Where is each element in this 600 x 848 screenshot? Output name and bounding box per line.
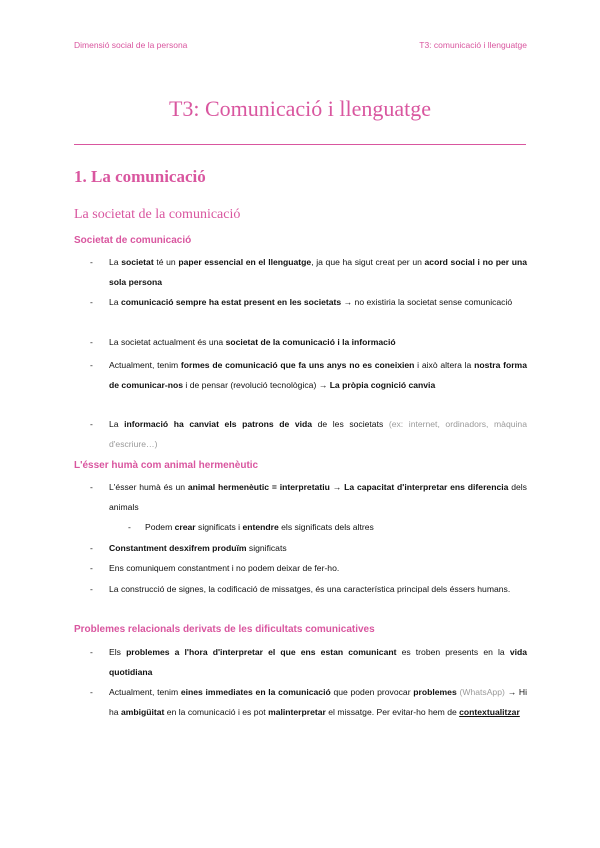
text-run: Actualment, tenim: [109, 360, 181, 370]
bullet-dash: -: [90, 297, 93, 307]
text-run: que poden provocar: [330, 687, 414, 697]
text-run: ha canviat els patrons de vida: [173, 419, 313, 429]
text-run: →: [329, 482, 345, 492]
bullet-dash: -: [90, 257, 93, 267]
bullet-dash: -: [90, 419, 93, 429]
text-run: → no existiria la societat sense comunicació: [341, 297, 513, 307]
text-run: La: [109, 419, 125, 429]
text-run: significats i: [195, 522, 243, 532]
list-item: [90, 538, 527, 558]
text-run: La construcció de signes, la codificació de missatges, és una característica principal dels éssers humans.: [109, 584, 511, 594]
text-run: La: [109, 257, 122, 267]
text-run: , ja que ha sigut creat per un: [311, 257, 425, 267]
group-heading-problemes: Problemes relacionals derivats de les dificultats comunicatives: [74, 624, 375, 635]
text-run: Actualment, tenim: [109, 687, 181, 697]
text-run: vida quotidiana: [109, 647, 528, 677]
text-run: acord social i no per una sola persona: [109, 257, 528, 287]
list-item: [90, 558, 527, 578]
list-item: [90, 252, 528, 292]
text-run: (WhatsApp): [459, 687, 505, 697]
text-run: comunicació: [120, 297, 174, 307]
text-run: societat: [121, 257, 154, 267]
list-item: [90, 642, 528, 682]
bullet-dash: -: [90, 584, 93, 594]
list-item: [90, 332, 527, 352]
text-run: informació: [124, 419, 169, 429]
text-run: La societat actualment és una: [109, 337, 226, 347]
document-title: T3: Comunicació i llenguatge: [168, 96, 432, 121]
text-run: (ex: internet, ordinadors, màquina d'escriure…): [109, 419, 527, 449]
text-run: → Hi ha: [109, 687, 528, 717]
text-run: problemes: [126, 647, 170, 657]
text-run: malinterpretar: [268, 707, 326, 717]
group-heading-societat: Societat de comunicació: [74, 235, 192, 246]
bullet-dash: -: [90, 360, 93, 370]
text-run: el missatge. Per evitar-ho hem de: [325, 707, 460, 717]
bullet-dash: -: [90, 543, 93, 553]
list-item: [90, 477, 527, 517]
list-item: [90, 414, 527, 454]
group-heading-hermeneutic: L'ésser humà com animal hermenèutic: [74, 460, 259, 471]
header-left: Dimensió social de la persona: [74, 40, 188, 50]
text-run: La: [109, 297, 121, 307]
text-run: en la comunicació i es pot: [164, 707, 269, 717]
text-run: crear: [174, 522, 196, 532]
text-run: i de pensar (revolució tecnològica) →: [183, 380, 330, 390]
text-run: dels animals: [109, 482, 527, 512]
text-run: paper essencial en el llenguatge: [178, 257, 312, 267]
list-item: [90, 682, 528, 722]
bullet-dash: -: [90, 337, 93, 347]
text-run: La pròpia cognició canvia: [329, 380, 436, 390]
bullet-dash: -: [90, 482, 93, 492]
text-run: Podem: [145, 522, 175, 532]
text-run: els significats dels altres: [278, 522, 374, 532]
text-run: Constantment desxifrem produïm: [109, 543, 247, 553]
list-item: [90, 355, 527, 395]
bullet-dash: -: [90, 563, 93, 573]
text-run: Els: [109, 647, 127, 657]
title-rule: [74, 144, 526, 145]
list-item: [90, 292, 527, 312]
text-run: La capacitat d'interpretar ens diferencia: [344, 482, 509, 492]
list-item: [90, 579, 527, 599]
text-run: i això altera la: [414, 360, 475, 370]
text-run: formes de comunicació que fa uns anys no es coneixien: [180, 360, 415, 370]
subsection-heading: La societat de la comunicació: [74, 207, 241, 222]
bullet-dash: -: [128, 522, 131, 532]
text-run: Ens comuniquem constantment i no podem deixar de fer-ho.: [109, 563, 340, 573]
text-run: contextualitzar: [459, 707, 520, 717]
text-run: ambigüitat: [120, 707, 165, 717]
text-run: de les societats: [312, 419, 389, 429]
text-run: significats: [246, 543, 287, 553]
text-run: entendre: [242, 522, 279, 532]
text-run: sempre ha estat present en les societats: [175, 297, 342, 307]
header-right: T3: comunicació i llenguatge: [419, 40, 527, 50]
section-heading: 1. La comunicació: [74, 167, 206, 186]
text-run: a l'hora d'interpretar el que ens estan comunicant: [174, 647, 397, 657]
text-run: problemes: [413, 687, 457, 697]
text-run: té un: [153, 257, 179, 267]
text-run: societat de la comunicació i la informació: [225, 337, 396, 347]
text-run: L'ésser humà és un: [109, 482, 188, 492]
bullet-dash: -: [90, 687, 93, 697]
bullet-dash: -: [90, 647, 93, 657]
text-run: es troben presents en la: [396, 647, 510, 657]
text-run: eines immediates en la comunicació: [180, 687, 331, 697]
text-run: nostra forma de comunicar-nos: [109, 360, 527, 390]
list-item: [128, 517, 527, 537]
text-run: animal hermenèutic = interpretatiu: [187, 482, 330, 492]
